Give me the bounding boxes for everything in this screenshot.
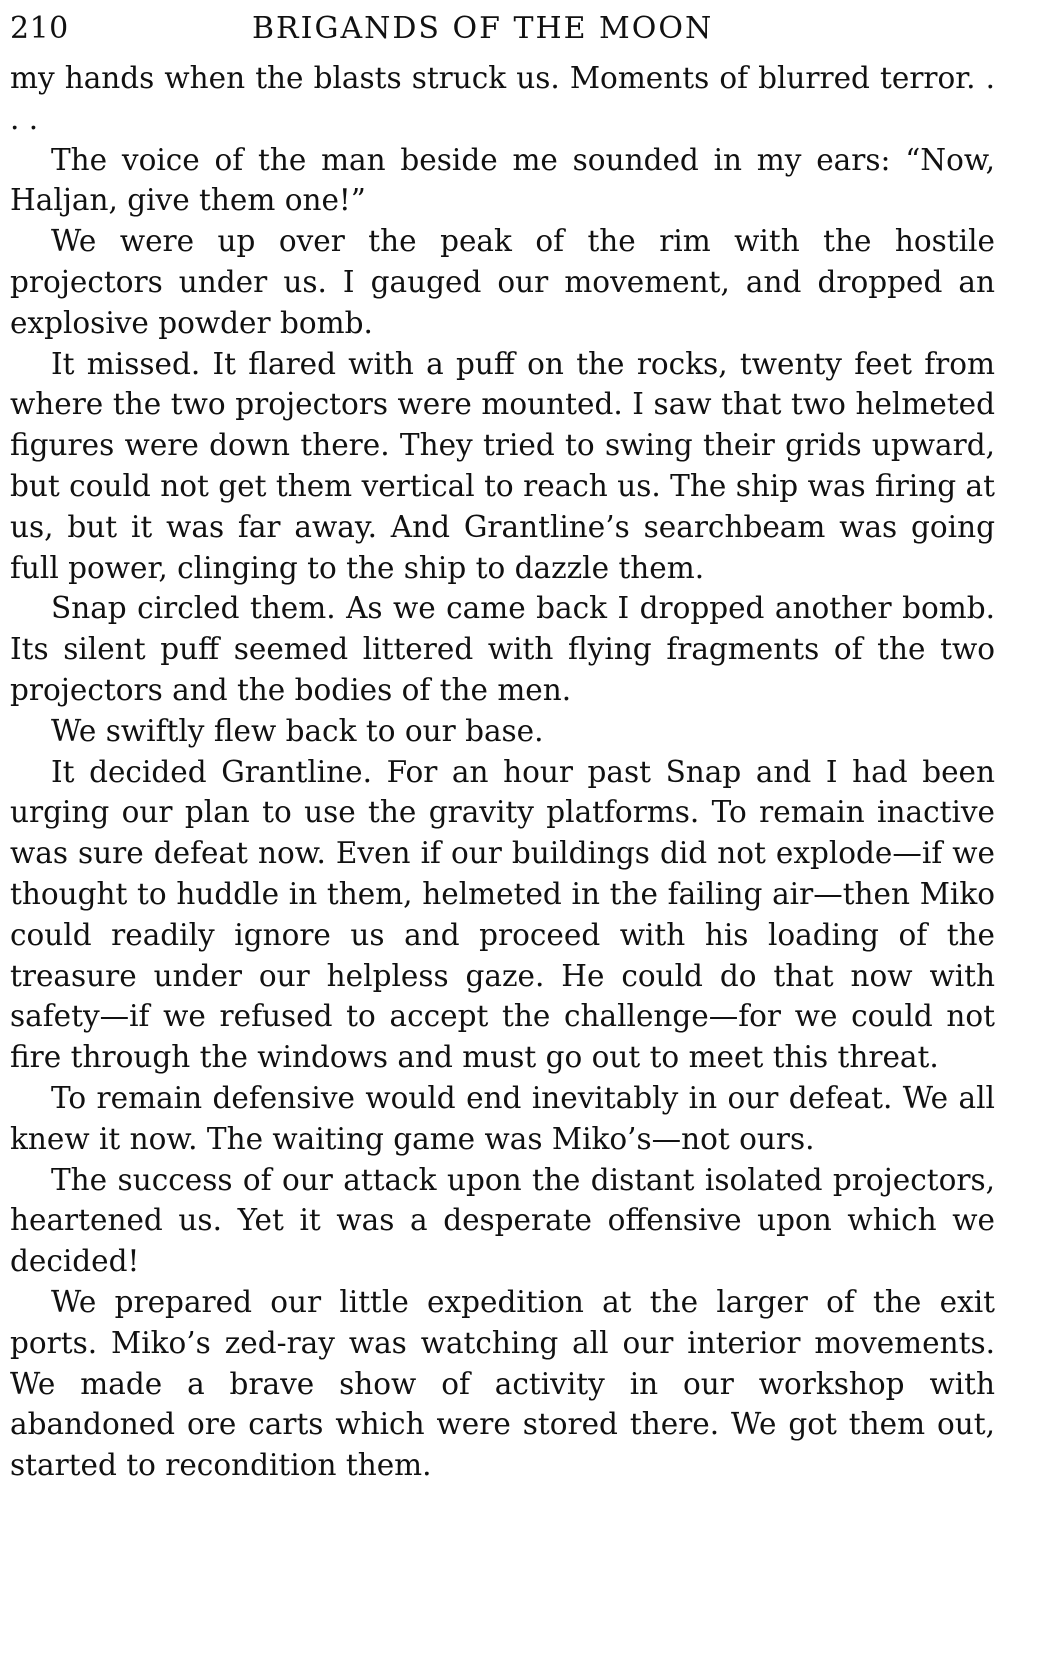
paragraph: We swiftly flew back to our base. — [51, 713, 544, 748]
book-title: BRIGANDS OF THE MOON — [252, 11, 714, 46]
paragraph: We were up over the peak of the rim with the hostile projectors under us. I gauged our movement, and dropped an explosive powder bomb. — [10, 224, 995, 340]
running-head — [10, 6, 1000, 52]
body-text — [10, 58, 995, 1486]
paragraph-continued: my hands when the blasts struck us. Moments of blurred terror. . . . — [10, 61, 995, 136]
page-number: 210 — [10, 11, 69, 46]
paragraph: To remain defensive would end inevitably in our defeat. We all knew it now. The waiting game was Miko’s—not ours. — [10, 1080, 995, 1156]
paragraph: We prepared our little expedition at the larger of the exit ports. Miko’s zed-ray was watching all our interior movements. We made a brave show of activity in our workshop with abandoned ore carts which were stored there. We got them out, started to recondition them. — [10, 1284, 995, 1483]
paragraph: It missed. It flared with a puff on the rocks, twenty feet from where the two projectors were mounted. I saw that two helmeted figures were down there. They tried to swing their grids upward, but could not get them vertical to reach us. The ship was firing at us, but it was far away. And Grantline’s searchbeam was going full power, clinging to the ship to dazzle them. — [10, 346, 995, 585]
paragraph: Snap circled them. As we came back I dropped another bomb. Its silent puff seemed littered with flying fragments of the two projectors and the bodies of the men. — [10, 591, 995, 707]
paragraph: The success of our attack upon the distant isolated projectors, heartened us. Yet it was a desperate offensive upon which we decided! — [10, 1162, 995, 1279]
paragraph: The voice of the man beside me sounded in my ears: “Now, Haljan, give them one!” — [10, 142, 995, 218]
paragraph: It decided Grantline. For an hour past Snap and I had been urging our plan to use the gravity platforms. To remain inactive was sure defeat now. Even if our buildings did not explode—if we thought to huddle in them, helmeted in the failing air—then Miko could readily ignore us and proceed with his loading of the treasure under our helpless gaze. He could do that now with safety—if we refused to accept the challenge—for we could not fire through the windows and must go out to meet this threat. — [10, 754, 995, 1075]
